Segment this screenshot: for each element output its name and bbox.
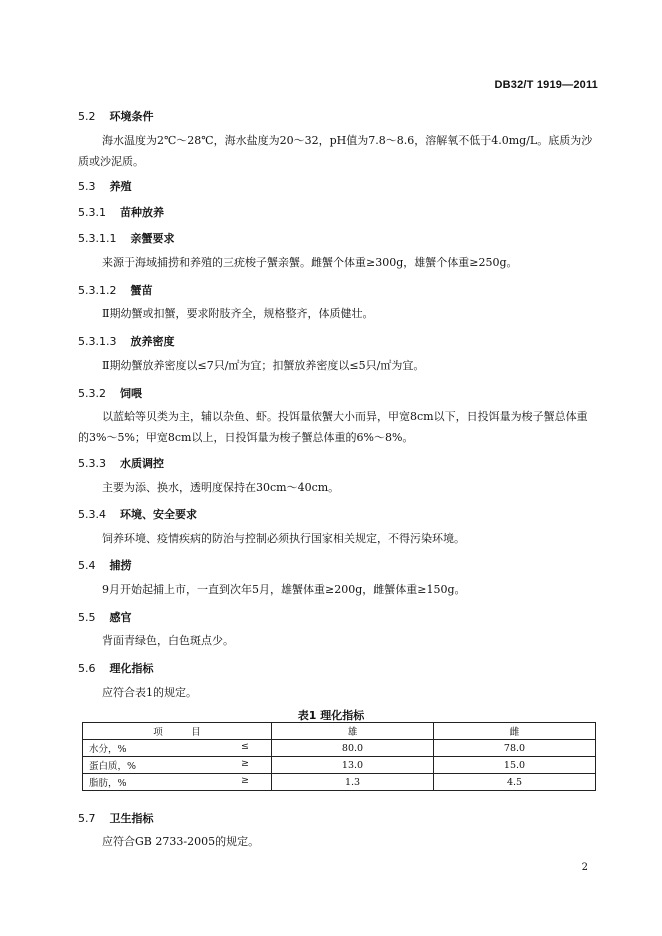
section-number: 5.3.1.3 [78,335,117,348]
header-item: 项 目 [83,723,272,740]
section-number: 5.2 [78,110,96,123]
section-number: 5.3 [78,180,96,193]
section-number: 5.3.1 [78,206,106,219]
section-5-3-heading [78,178,132,194]
section-5-6-heading [78,660,154,676]
doc-code-header: DB32/T 1919—2011 [494,79,598,91]
section-5-3-4-heading [78,506,197,522]
section-title: 蟹苗 [130,284,153,297]
table-row [83,740,596,757]
section-number: 5.6 [78,662,96,675]
section-title: 卫生指标 [109,812,154,825]
section-title: 水质调控 [120,457,164,470]
section-5-3-1-3-text: Ⅱ期幼蟹放养密度以≤7只/㎡为宜；扣蟹放养密度以≤5只/㎡为宜。 [102,359,425,372]
section-5-6-text: 应符合表1的规定。 [102,686,197,699]
row-item: 蛋白质，% [89,761,137,772]
section-5-3-2-text: 以蓝蛤等贝类为主，辅以杂鱼、虾。投饵量依蟹大小而异，甲宽8cm以下，日投饵量为梭子蟹总体重的3%～5%；甲宽8cm以上，日投饵量为梭子蟹总体重的6%～8%。 [78,410,588,444]
row-item-cell [83,757,272,774]
section-5-4-text: 9月开始起捕上市，一直到次年5月，雄蟹体重≥200g，雌蟹体重≥150g。 [102,583,466,596]
section-5-3-1-2-heading [78,282,152,298]
section-5-2-text: 海水温度为2℃～28℃，海水盐度为20～32，pH值为7.8～8.6，溶解氧不低于4.0mg/L。底质为沙质或沙泥质。 [78,134,593,168]
section-title: 放养密度 [130,335,175,348]
section-title: 亲蟹要求 [130,232,175,245]
section-5-3-1-2-text: Ⅱ期幼蟹或扣蟹，要求附肢齐全，规格整齐，体质健壮。 [102,307,374,320]
row-female: 78.0 [434,740,596,757]
row-symbol: ≥ [241,775,249,786]
table-row [83,774,596,791]
section-5-3-1-3-heading [78,333,174,349]
section-5-7-heading [78,810,154,826]
section-5-3-3-text: 主要为添、换水，透明度保持在30cm～40cm。 [102,481,340,494]
section-number: 5.3.4 [78,508,106,521]
section-title: 环境条件 [109,110,154,123]
section-5-5-heading [78,609,132,625]
section-5-5-text: 背面青绿色，白色斑点少。 [102,634,234,647]
section-5-4-heading [78,557,132,573]
section-title: 养殖 [109,180,132,193]
header-male: 雄 [272,723,434,740]
row-female: 15.0 [434,757,596,774]
section-title: 饲喂 [120,387,142,400]
section-5-2-heading [78,108,154,124]
section-title: 环境、安全要求 [120,508,197,521]
row-item: 水分，% [89,744,127,755]
table-header-row [83,723,596,740]
row-symbol: ≥ [241,758,249,769]
row-male: 1.3 [272,774,434,791]
section-5-7-text: 应符合GB 2733-2005的规定。 [102,835,260,848]
page-number: 2 [581,862,588,873]
section-number: 5.5 [78,611,96,624]
section-number: 5.3.1.1 [78,232,117,245]
section-title: 理化指标 [109,662,154,675]
table-row [83,757,596,774]
table-caption: 表1 理化指标 [297,709,365,722]
header-female: 雌 [434,723,596,740]
section-5-3-1-1-heading [78,230,174,246]
section-number: 5.4 [78,559,96,572]
row-symbol: ≤ [241,741,249,752]
row-item: 脂肪，% [89,778,127,789]
row-male: 80.0 [272,740,434,757]
section-number: 5.3.3 [78,457,106,470]
row-male: 13.0 [272,757,434,774]
section-number: 5.7 [78,812,96,825]
physicochemical-table [82,722,596,791]
section-5-3-1-1-text: 来源于海域捕捞和养殖的三疣梭子蟹亲蟹。雌蟹个体重≥300g，雄蟹个体重≥250g。 [102,256,518,269]
section-title: 捕捞 [109,559,132,572]
row-female: 4.5 [434,774,596,791]
section-title: 苗种放养 [120,206,164,219]
section-title: 感官 [109,611,132,624]
section-number: 5.3.1.2 [78,284,117,297]
section-5-3-3-heading [78,455,164,471]
section-5-3-4-text: 饲养环境、疫情疾病的防治与控制必须执行国家相关规定，不得污染环境。 [102,532,465,545]
section-5-3-1-heading [78,204,164,220]
section-5-3-2-heading [78,385,142,401]
row-item-cell [83,774,272,791]
section-number: 5.3.2 [78,387,106,400]
row-item-cell [83,740,272,757]
